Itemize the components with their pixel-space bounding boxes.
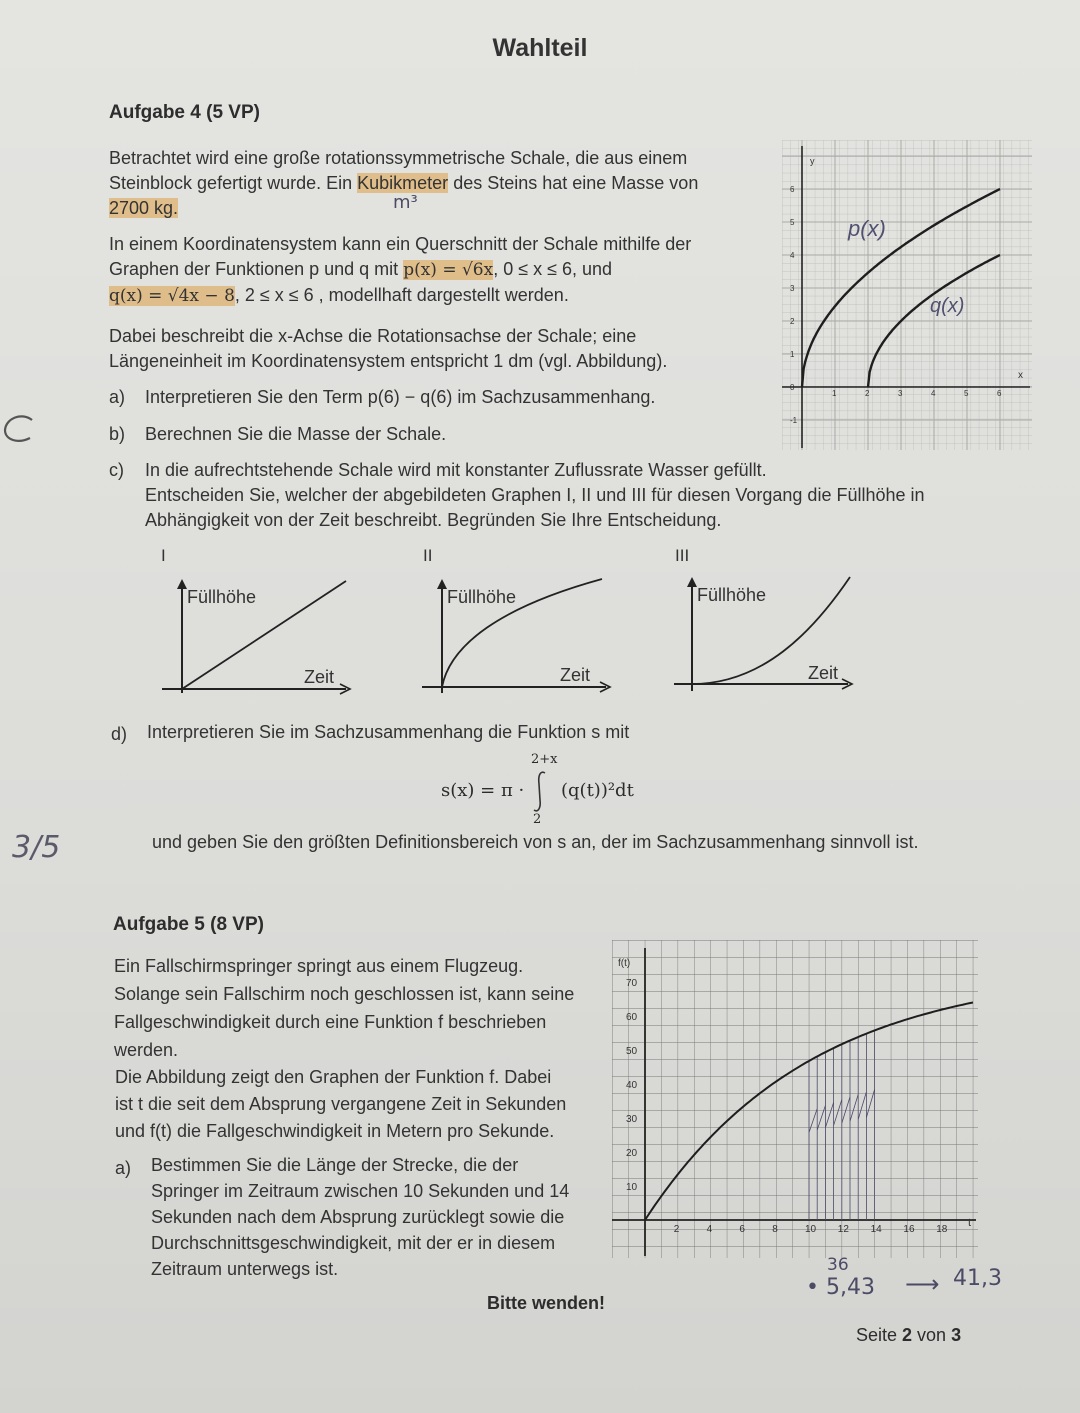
task5-graph-grid	[612, 940, 978, 1258]
task5-graph-desc-line3: und f(t) die Fallgeschwindigkeit in Metern pro Sekunde.	[115, 1121, 555, 1141]
integral-upper-bound: 2+x	[531, 752, 558, 767]
task4-axis-desc-line2: Längeneinheit im Koordinatensystem entspricht 1 dm (vgl. Abbildung).	[109, 351, 668, 371]
handwritten-calc: • 5,43	[806, 1275, 875, 1300]
task4-functions-line1: In einem Koordinatensystem kann ein Querschnitt der Schale mithilfe der	[109, 234, 692, 254]
task4-ytick: 2	[790, 317, 795, 326]
task5a-line3: Sekunden nach dem Absprung zurücklegt sowie die	[151, 1207, 565, 1227]
task5-graph-desc	[115, 1064, 605, 1145]
task5-ytick: 60	[626, 1012, 638, 1023]
task4a-label: a)	[109, 387, 126, 407]
fill-graph-III-ylabel: Füllhöhe	[697, 585, 767, 605]
task4-ytick: 6	[790, 185, 795, 194]
task5-graph	[612, 940, 978, 1258]
formula-integrand: (q(t))²dt	[561, 780, 634, 801]
task5-ytick: 40	[626, 1080, 638, 1091]
task4-intro-line1: Betrachtet wird eine große rotationssymmetrische Schale, die aus einem	[109, 148, 688, 168]
highlight-p-function: p(x) = √6x	[403, 260, 494, 280]
task5-intro-line3: Fallgeschwindigkeit durch eine Funktion f beschrieben	[114, 1012, 547, 1032]
fill-graph-I-ylabel: Füllhöhe	[187, 587, 257, 607]
task5-heading: Aufgabe 5 (8 VP)	[113, 914, 264, 935]
margin-circle-mark	[0, 410, 44, 450]
graph-numeral-II: II	[423, 546, 433, 565]
handwritten-arrow: ⟶	[905, 1270, 940, 1298]
task4c-label: c)	[109, 460, 124, 480]
task4-ytick: 5	[790, 218, 795, 227]
task5-xtick: 12	[837, 1224, 849, 1235]
task5-xtick: 16	[903, 1224, 915, 1235]
turn-page-note: Bitte wenden!	[487, 1293, 606, 1313]
graph-numeral-III: III	[675, 546, 690, 565]
task4-functions-line3: q(x) = √4x − 8, 2 ≤ x ≤ 6 , modellhaft dargestellt werden.	[109, 285, 569, 306]
task4-axis-desc	[109, 324, 769, 374]
task4-xtick: 5	[964, 389, 969, 398]
handwritten-result: 41,3	[953, 1266, 1002, 1291]
task4-xtick: 6	[997, 389, 1002, 398]
task5-f-label: f(t)	[618, 958, 631, 969]
task5a-label: a)	[115, 1158, 132, 1178]
task5a-line4: Durchschnittsgeschwindigkeit, mit der er in diesem	[151, 1233, 556, 1253]
task4-heading: Aufgabe 4 (5 VP)	[109, 102, 260, 123]
task4d-domain-text: und geben Sie den größten Definitionsbereich von s an, der im Sachzusammenhang sinnvoll ist.	[152, 832, 919, 852]
task5-xtick: 2	[673, 1224, 680, 1235]
task4c-line1: In die aufrechtstehende Schale wird mit konstanter Zuflussrate Wasser gefüllt.	[145, 460, 767, 480]
handwritten-36: 36	[827, 1255, 849, 1275]
highlight-mass: 2700 kg.	[109, 198, 179, 218]
task4c-text	[145, 458, 1005, 533]
fill-graph-I	[160, 575, 360, 700]
fill-graph-II-xlabel: Zeit	[560, 665, 591, 685]
task4-axis-desc-line1: Dabei beschreibt die x-Achse die Rotationsachse der Schale; eine	[109, 326, 637, 346]
graph-numeral-I: I	[161, 546, 166, 565]
task5-ytick: 50	[626, 1046, 638, 1057]
task4-graph	[782, 140, 1032, 450]
task4-ytick: 4	[790, 251, 795, 260]
task4-ytick: 1	[790, 350, 795, 359]
task4-functions	[109, 232, 769, 309]
task5-xtick: 6	[739, 1224, 745, 1235]
task4c-line2: Entscheiden Sie, welcher der abgebildeten Graphen I, II und III für diesen Vorgang die Füllhöhe in	[145, 485, 925, 505]
task4-y-label: y	[810, 156, 815, 166]
task4-intro	[109, 146, 749, 221]
task4c-line3: Abhängigkeit von der Zeit beschreibt. Begründen Sie Ihre Entscheidung.	[145, 510, 722, 530]
fill-graph-I-xlabel: Zeit	[304, 667, 335, 687]
formula-s-left: s(x) = π ·	[441, 780, 525, 801]
task4-xtick: 3	[898, 389, 903, 398]
task5-graph-desc-line1: Die Abbildung zeigt den Graphen der Funktion f. Dabei	[115, 1067, 552, 1087]
task4-graph-grid	[782, 140, 1032, 450]
p-curve-label: p(x)	[848, 216, 886, 241]
task5a-text	[151, 1152, 601, 1282]
fill-graph-II-ylabel: Füllhöhe	[447, 587, 517, 607]
task4-xtick: 2	[865, 389, 870, 398]
task4-functions-line2: Graphen der Funktionen p und q mit p(x) = √6x, 0 ≤ x ≤ 6, und	[109, 259, 613, 280]
task5a-line2: Springer im Zeitraum zwischen 10 Sekunden und 14	[151, 1181, 570, 1201]
task4a-text: Interpretieren Sie den Term p(6) − q(6) im Sachzusammenhang.	[145, 387, 656, 407]
task5-intro-line2: Solange sein Fallschirm noch geschlossen ist, kann seine	[114, 984, 575, 1004]
task4-ytick: 3	[790, 284, 795, 293]
task5-intro-line1: Ein Fallschirmspringer springt aus einem Flugzeug.	[114, 956, 524, 976]
fill-graph-III-xlabel: Zeit	[808, 663, 839, 683]
task4-xtick: 4	[931, 389, 936, 398]
task4-intro-line3	[109, 196, 749, 221]
page-number: Seite 2 von 3	[856, 1325, 962, 1345]
task5a-line1: Bestimmen Sie die Länge der Strecke, die der	[151, 1155, 519, 1175]
task4-intro-line2: Steinblock gefertigt wurde. Ein Kubikmeter des Steins hat eine Masse von	[109, 173, 699, 193]
task5-ytick: 30	[626, 1114, 638, 1125]
task5-ytick: 10	[626, 1182, 638, 1193]
task5-graph-desc-line2: ist t die seit dem Absprung vergangene Zeit in Sekunden	[115, 1094, 567, 1114]
task5-xtick: 8	[772, 1224, 778, 1235]
task5-xtick: 14	[870, 1224, 882, 1235]
task4b-text: Berechnen Sie die Masse der Schale.	[145, 424, 447, 444]
task5-ytick: 70	[626, 978, 638, 989]
task4-x-label: x	[1018, 370, 1023, 381]
task5-xtick: 10	[805, 1224, 817, 1235]
task4d-text: Interpretieren Sie im Sachzusammenhang die Funktion s mit	[147, 722, 630, 742]
task4d-label: d)	[111, 724, 128, 744]
integral-lower-bound: 2	[533, 812, 542, 827]
task5-intro	[114, 952, 604, 1064]
highlight-kubikmeter: Kubikmeter	[357, 173, 449, 193]
margin-score: 3/5	[12, 830, 61, 865]
task5-xtick: 18	[936, 1224, 948, 1235]
task5-intro-line4: werden.	[114, 1040, 179, 1060]
q-curve-label: q(x)	[930, 295, 965, 317]
task5a-line5: Zeitraum unterwegs ist.	[151, 1259, 339, 1279]
fill-graph-II	[420, 575, 620, 700]
task4-xtick: 1	[832, 389, 837, 398]
integral-sign	[530, 770, 550, 814]
task4-ytick: -1	[790, 416, 798, 425]
handwritten-m3: m³	[393, 192, 418, 213]
fill-graph-III	[672, 573, 872, 698]
page-title: Wahlteil	[492, 34, 588, 62]
task5-xtick: 4	[706, 1224, 713, 1235]
task5-t-label: t	[968, 1217, 972, 1229]
task4b-label: b)	[109, 424, 126, 444]
task4-ytick: 0	[790, 383, 795, 392]
highlight-q-function: q(x) = √4x − 8	[109, 286, 235, 306]
task5-ytick: 20	[626, 1148, 638, 1159]
